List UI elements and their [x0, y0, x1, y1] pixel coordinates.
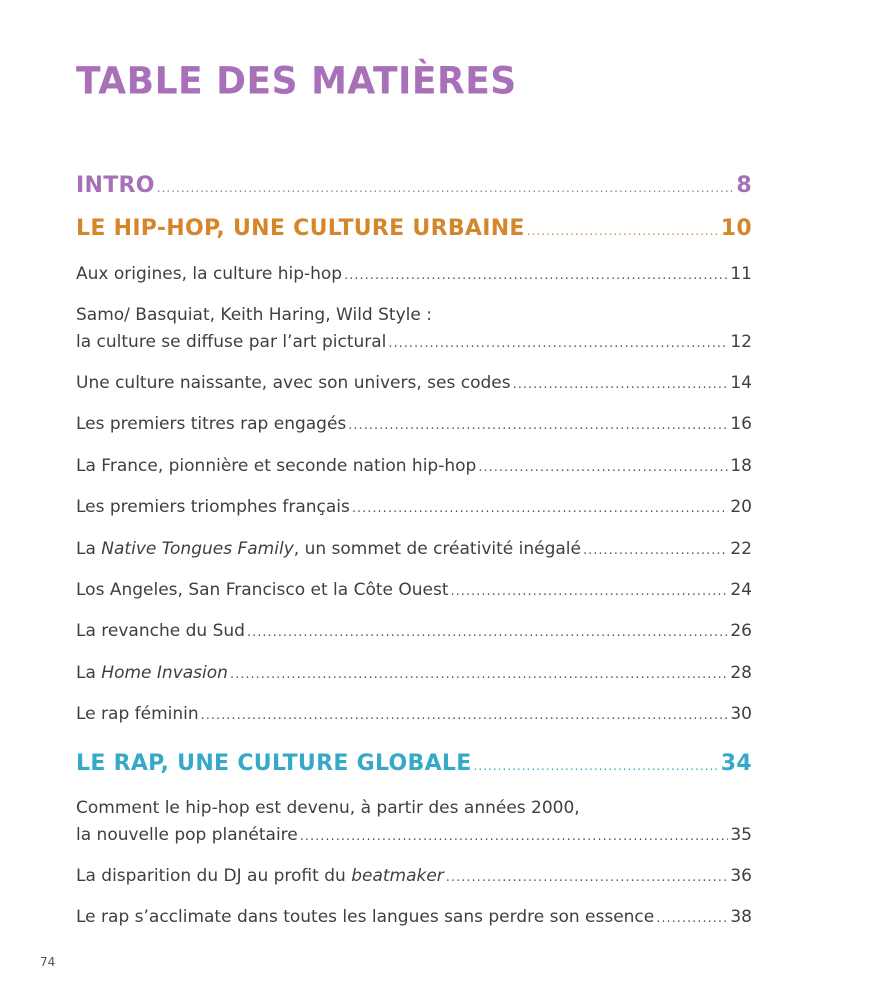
entry-title-line1: Samo/ Basquiat, Keith Haring, Wild Style : [76, 305, 432, 325]
entry-title-italic: Native Tongues Family [101, 539, 294, 559]
section-page: 34 [720, 751, 752, 776]
toc-entry[interactable] [76, 260, 752, 290]
toc-section-intro[interactable] [76, 172, 752, 202]
entry-title-prefix: La [76, 663, 102, 683]
entry-page: 12 [730, 332, 752, 352]
entry-title: Les premiers titres rap engagés [76, 414, 347, 434]
entry-title [76, 535, 581, 563]
toc-entry[interactable] [76, 659, 752, 689]
entry-title: La revanche du Sud [76, 621, 245, 641]
entry-title-italic: beatmaker [351, 866, 444, 886]
entry-page: 35 [730, 825, 752, 845]
dot-leader [451, 578, 729, 606]
dot-leader [348, 412, 728, 440]
entry-title-prefix: La disparition du DJ au profit du [76, 866, 352, 886]
toc-entry[interactable] [76, 700, 752, 730]
dot-leader [352, 495, 728, 523]
toc-section-hiphop[interactable] [76, 215, 752, 245]
entry-page: 14 [730, 373, 752, 393]
page-title: TABLE DES MATIÈRES [76, 60, 517, 104]
entry-page: 36 [730, 866, 752, 886]
entry-page: 11 [730, 264, 752, 284]
entry-page: 28 [730, 663, 752, 683]
section-page: 8 [736, 173, 752, 198]
entry-title-prefix: La [76, 539, 102, 559]
entry-title-line1: Comment le hip-hop est devenu, à partir des années 2000, [76, 798, 580, 818]
dot-leader [300, 823, 729, 851]
toc-entry[interactable] [76, 369, 752, 399]
dot-leader [344, 262, 728, 290]
entry-title: Aux origines, la culture hip-hop [76, 264, 343, 284]
entry-title: La France, pionnière et seconde nation hip-hop [76, 456, 477, 476]
toc-entry[interactable] [76, 903, 752, 933]
toc-section-rap[interactable] [76, 750, 752, 780]
entry-title [76, 862, 444, 890]
page-number: 74 [40, 955, 56, 969]
dot-leader [388, 330, 728, 358]
section-title: INTRO [76, 173, 155, 198]
section-page: 10 [720, 216, 752, 241]
entry-title: Une culture naissante, avec son univers, ses codes [76, 373, 511, 393]
entry-page: 22 [730, 539, 752, 559]
entry-title: la culture se diffuse par l’art pictural [76, 332, 387, 352]
dot-leader [478, 454, 728, 482]
entry-page: 18 [730, 456, 752, 476]
section-title: LE RAP, UNE CULTURE GLOBALE [76, 751, 472, 776]
entry-title: Le rap s’acclimate dans toutes les langues sans perdre son essence [76, 907, 655, 927]
entry-page: 20 [730, 497, 752, 517]
entry-page: 24 [730, 580, 752, 600]
toc-entry[interactable] [76, 535, 752, 565]
entry-page: 16 [730, 414, 752, 434]
entry-title: Los Angeles, San Francisco et la Côte Ouest [76, 580, 449, 600]
dot-leader [230, 661, 728, 689]
entry-page: 38 [730, 907, 752, 927]
toc-entry[interactable] [76, 862, 752, 892]
dot-leader [247, 619, 728, 647]
dot-leader [474, 752, 719, 780]
dot-leader [513, 371, 729, 399]
entry-page: 30 [730, 704, 752, 724]
section-title: LE HIP-HOP, UNE CULTURE URBAINE [76, 216, 525, 241]
entry-title: Le rap féminin [76, 704, 199, 724]
dot-leader [583, 537, 728, 565]
toc-entry[interactable] [76, 493, 752, 523]
entry-title: Les premiers triomphes français [76, 497, 350, 517]
dot-leader [446, 864, 729, 892]
dot-leader [527, 217, 719, 245]
toc-entry[interactable] [76, 617, 752, 647]
toc-entry[interactable] [76, 452, 752, 482]
dot-leader [157, 174, 735, 202]
entry-title: la nouvelle pop planétaire [76, 825, 298, 845]
dot-leader [201, 702, 729, 730]
entry-title [76, 659, 228, 687]
entry-title-italic: Home Invasion [101, 663, 228, 683]
entry-page: 26 [730, 621, 752, 641]
dot-leader [656, 905, 728, 933]
toc-entry[interactable] [76, 410, 752, 440]
entry-title-suffix: , un sommet de créativité inégalé [293, 539, 581, 559]
toc-entry[interactable] [76, 576, 752, 606]
